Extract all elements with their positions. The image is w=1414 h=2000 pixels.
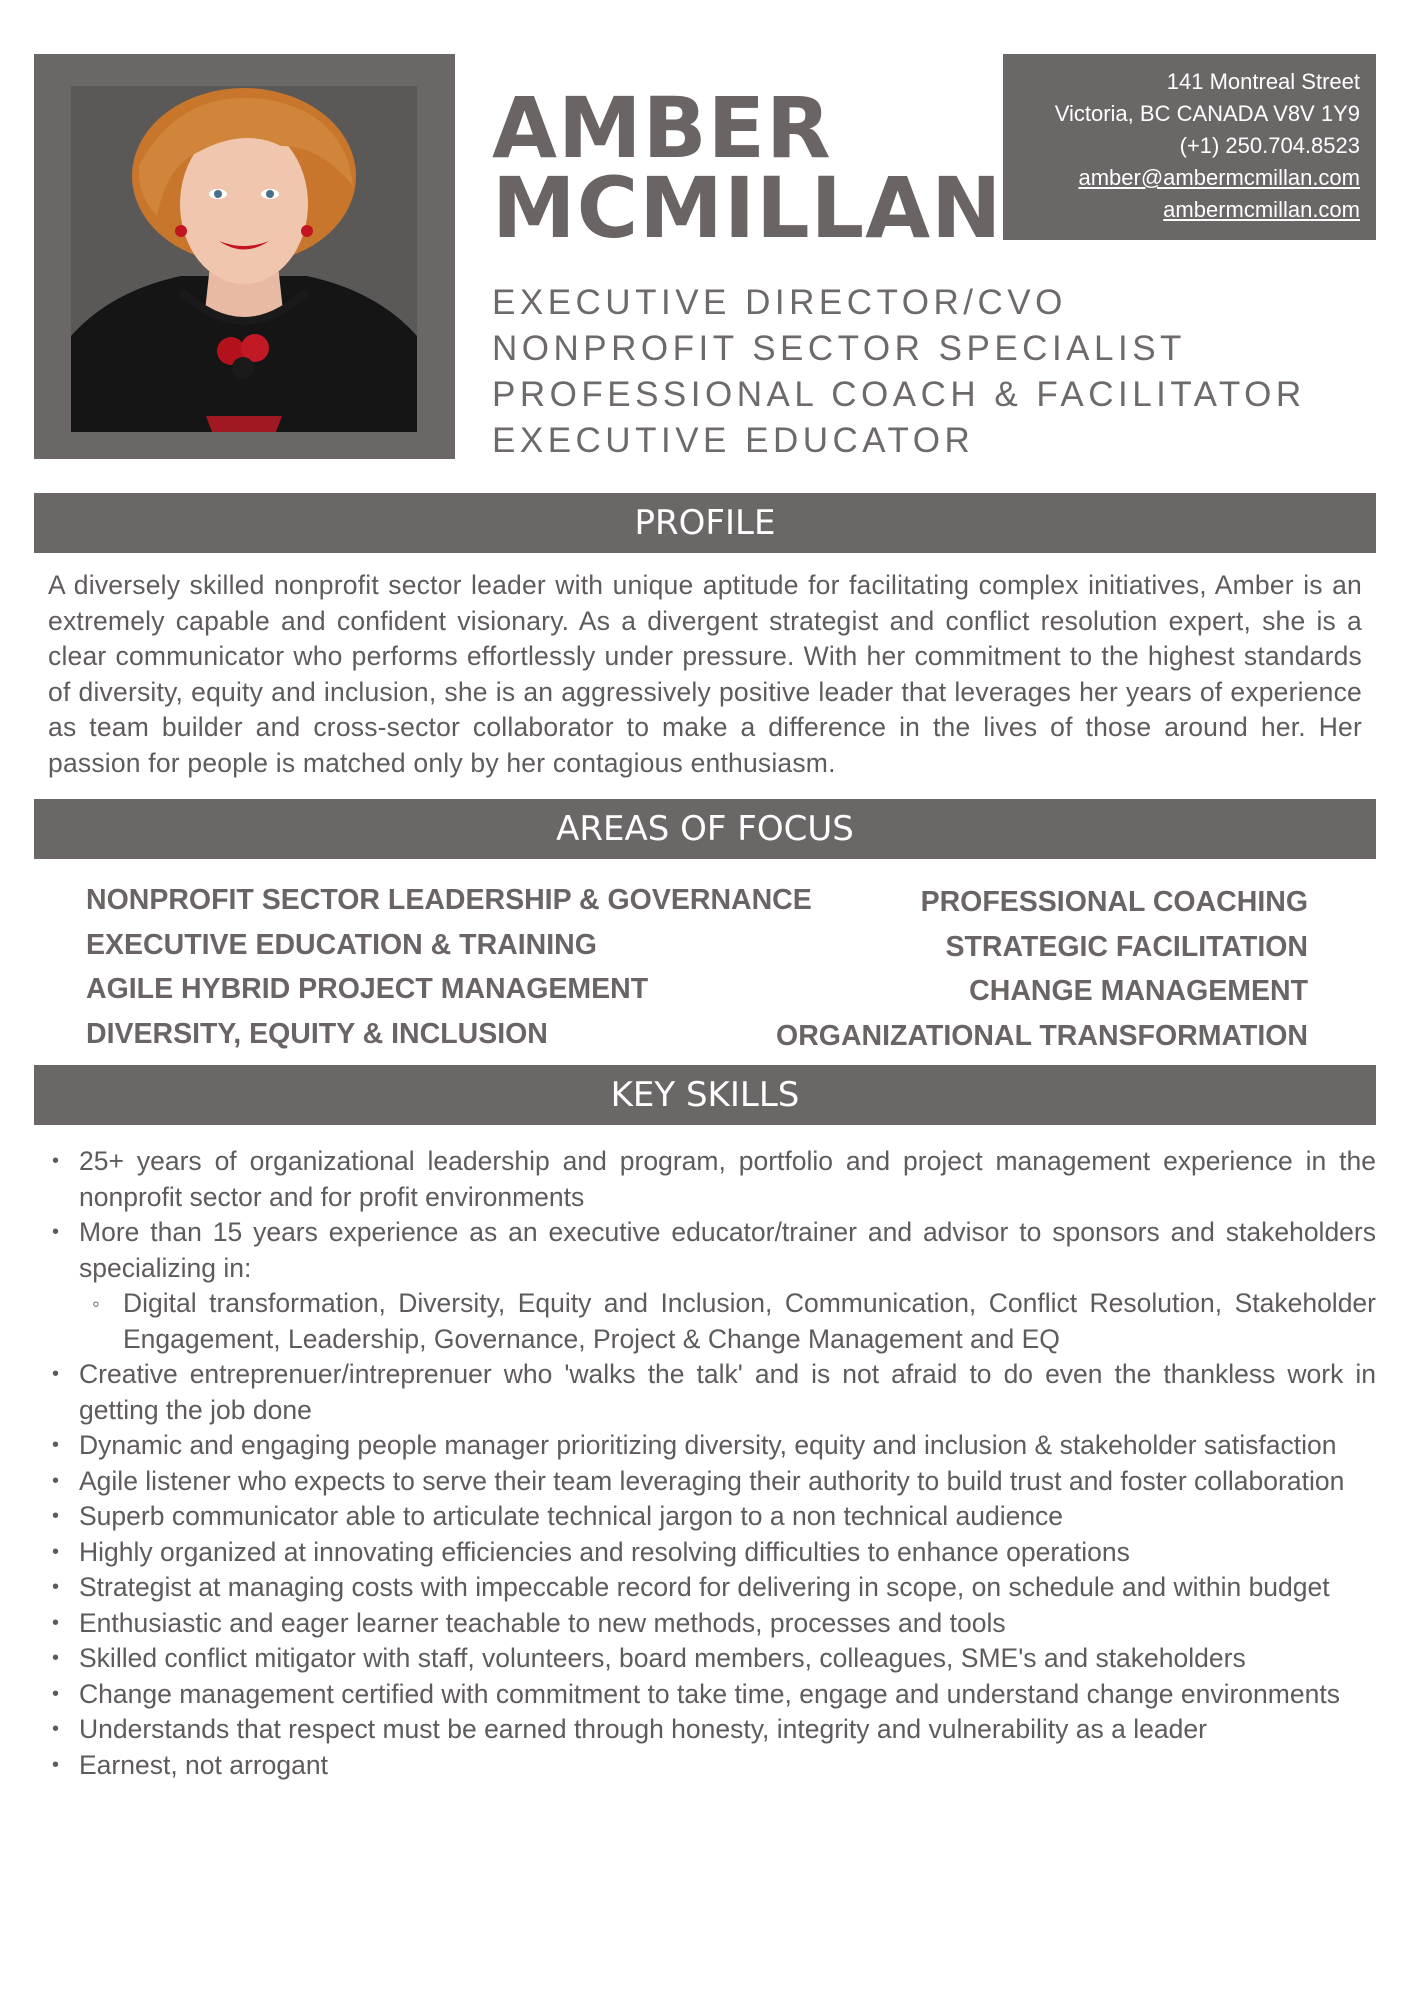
bullet: • [52,1221,60,1243]
list-item: • Highly organized at innovating efficiencies and resolving difficulties to enhance operations [48,1535,1376,1571]
skills-heading: KEY SKILLS [34,1065,1376,1125]
list-item: • Change management certified with commitment to take time, engage and understand change environments [48,1677,1376,1713]
contact-website-link[interactable]: ambermcmillan.com [1163,197,1360,222]
bullet: • [52,1576,60,1598]
list-item: • Skilled conflict mitigator with staff, volunteers, board members, colleagues, SME's and stakeholders [48,1641,1376,1677]
list-item: • Superb communicator able to articulate technical jargon to a non technical audience [48,1499,1376,1535]
sub-list-item: ◦ Digital transformation, Diversity, Equity and Inclusion, Communication, Conflict Resolution, Stakeholder Engagement, Leadership, Governance, Project & Change Management and EQ [92,1288,1376,1354]
portrait-photo [71,86,417,432]
title-line: PROFESSIONAL COACH & FACILITATOR [492,375,1306,414]
bullet: • [52,1753,60,1776]
portrait-illustration [71,86,417,432]
focus-item: CHANGE MANAGEMENT [969,975,1308,1007]
list-item: • Understands that respect must be earned through honesty, integrity and vulnerability as a leader [48,1712,1376,1748]
bullet: • [52,1540,60,1563]
candidate-name [492,79,1003,257]
bullet: • [52,1718,60,1740]
bullet: • [52,1363,60,1385]
list-item: • Creative entreprenuer/intreprenuer who 'walks the talk' and is not afraid to do even the thankless work in getting the job done [52,1359,1376,1425]
focus-list-left [86,878,812,1056]
bullet: • [52,1469,60,1492]
contact-box [1003,54,1376,240]
name-first: AMBER [492,79,832,177]
list-item: • 25+ years of organizational leadership and program, portfolio and project management experience in the nonprofit sector and for profit environments [52,1146,1376,1212]
bullet: • [52,1682,60,1705]
bullet: • [52,1505,60,1527]
title-line: NONPROFIT SECTOR SPECIALIST [492,329,1186,368]
title-line: EXECUTIVE DIRECTOR/CVO [492,283,1067,322]
contact-street: 141 Montreal Street [1166,69,1360,94]
sub-bullet: ◦ [92,1291,100,1316]
profile-heading: PROFILE [34,493,1376,553]
list-item: • Agile listener who expects to serve their team leveraging their authority to build trust and foster collaboration [48,1464,1376,1500]
focus-item: PROFESSIONAL COACHING [920,886,1308,918]
profile-text: A diversely skilled nonprofit sector leader with unique aptitude for facilitating complex initiatives, Amber is an extremely capable and confident visionary. As a divergent strategist and conflict resolution expert, she is a clear communicator who performs effortlessly under pressure. With her commitment to the highest standards of diversity, equity and inclusion, she is an aggressively positive leader that leverages her years of experience as team builder and cross-sector collaborator to make a difference in the lives of those around her. Her passion for people is matched only by her contagious enthusiasm. [48,570,1362,778]
job-titles [492,280,1306,464]
focus-item: DIVERSITY, EQUITY & INCLUSION [86,1017,548,1050]
focus-heading: AREAS OF FOCUS [34,799,1376,859]
focus-item: NONPROFIT SECTOR LEADERSHIP & GOVERNANCE [86,884,812,916]
photo-frame [34,54,455,459]
focus-list-right [776,880,1308,1058]
focus-item: STRATEGIC FACILITATION [945,930,1308,963]
bullet: • [52,1150,60,1172]
focus-item: ORGANIZATIONAL TRANSFORMATION [776,1019,1308,1052]
list-item: • Earnest, not arrogant [48,1748,1376,1784]
title-line: EXECUTIVE EDUCATOR [492,421,975,460]
skills-list [48,1144,1376,1783]
contact-city: Victoria, BC CANADA V8V 1Y9 [1054,101,1360,126]
contact-email-link[interactable]: amber@ambermcmillan.com [1078,165,1360,190]
list-item: • Enthusiastic and eager learner teachable to new methods, processes and tools [48,1606,1376,1642]
bullet: • [52,1611,60,1634]
list-item: • Dynamic and engaging people manager prioritizing diversity, equity and inclusion & stakeholder satisfaction [48,1428,1376,1464]
name-last: MCMILLAN [492,159,1003,257]
focus-item: EXECUTIVE EDUCATION & TRAINING [86,928,597,961]
contact-phone: (+1) 250.704.8523 [1179,133,1360,158]
list-item: • Strategist at managing costs with impeccable record for delivering in scope, on schedule and within budget [48,1570,1376,1606]
bullet: • [52,1647,60,1669]
list-item: • More than 15 years experience as an executive educator/trainer and advisor to sponsors and stakeholders specializing in: [52,1217,1376,1283]
focus-item: AGILE HYBRID PROJECT MANAGEMENT [86,973,649,1005]
bullet: • [52,1434,60,1456]
